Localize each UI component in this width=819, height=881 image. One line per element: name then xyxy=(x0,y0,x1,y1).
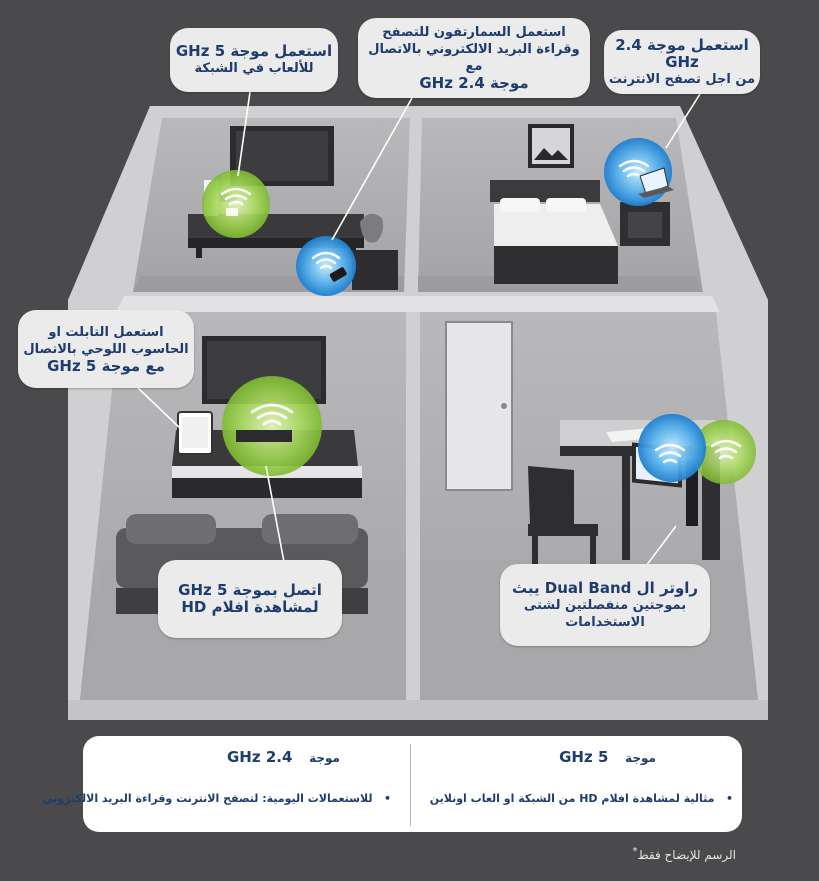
legend-24ghz-bullet: • xyxy=(383,792,391,805)
legend-24ghz-desc xyxy=(42,792,391,805)
legend-5ghz-desc xyxy=(430,792,733,805)
signal-bubble-router-24ghz xyxy=(638,414,706,482)
office-chair xyxy=(528,466,574,528)
footnote-text: الرسم للإيضاح فقط xyxy=(637,848,736,862)
footnote xyxy=(633,846,736,862)
callout-tablet xyxy=(18,310,194,388)
callout-gaming xyxy=(170,28,338,92)
footnote-mark: * xyxy=(632,846,638,857)
legend-5ghz-title xyxy=(559,748,656,766)
callout-router xyxy=(500,564,710,646)
callout-router-line2: بموجتين منفصلتين لشتى xyxy=(523,597,687,613)
callout-smartphone-line3: موجة 2.4 GHz xyxy=(419,74,529,92)
legend-24ghz-text: للاستعمالات اليومية: لتصفح الانترنت وقراءة البريد الالكتروني xyxy=(42,792,373,805)
legend-24ghz-word: موجة xyxy=(309,751,340,765)
legend-24ghz-title xyxy=(227,748,340,766)
media-player xyxy=(236,430,292,442)
legend-divider xyxy=(410,744,411,826)
callout-laptop-line2: من اجل تصفح الانترنت xyxy=(608,71,756,87)
callout-router-line3: الاستخدامات xyxy=(565,614,645,630)
callout-laptop-line1: استعمل موجة 2.4 GHz xyxy=(615,35,749,71)
callout-laptop xyxy=(604,30,760,94)
floor-slab xyxy=(116,296,720,312)
callout-smartphone xyxy=(358,18,590,98)
callout-router-line1: راوتر ال Dual Band يبث xyxy=(511,578,699,597)
side-table xyxy=(352,250,398,290)
callout-gaming-line2: للألعاب في الشبكة xyxy=(194,61,314,76)
callout-gaming-line1: استعمل موجة 5 GHz xyxy=(175,42,333,60)
legend-5ghz-band: 5 GHz xyxy=(559,748,609,766)
callout-tablet-line3: مع موجة 5 GHz xyxy=(47,356,165,375)
callout-hd xyxy=(158,560,342,638)
signal-bubble-gaming xyxy=(202,170,270,238)
callout-smartphone-line1: استعمل السمارتفون للتصفح xyxy=(382,25,566,40)
legend-24ghz-band: 2.4 GHz xyxy=(226,748,293,766)
legend-5ghz-bullet: • xyxy=(725,792,733,805)
callout-hd-line1: اتصل بموجة 5 GHz xyxy=(178,581,322,599)
legend-5ghz-word: موجة xyxy=(625,751,656,765)
legend-5ghz-text: مثالية لمشاهدة افلام HD من الشبكة او العاب اونلاين xyxy=(429,792,715,805)
signal-bubble-hd xyxy=(222,376,322,476)
callout-smartphone-line2: وقراءة البريد الالكتروني بالاتصال مع xyxy=(368,42,580,74)
callout-tablet-line2: الحاسوب اللوحي بالاتصال xyxy=(23,341,189,357)
callout-tablet-line1: استعمل التابلت او xyxy=(48,324,164,340)
house-base xyxy=(68,700,768,720)
callout-hd-line2: لمشاهدة افلام HD xyxy=(181,598,319,616)
